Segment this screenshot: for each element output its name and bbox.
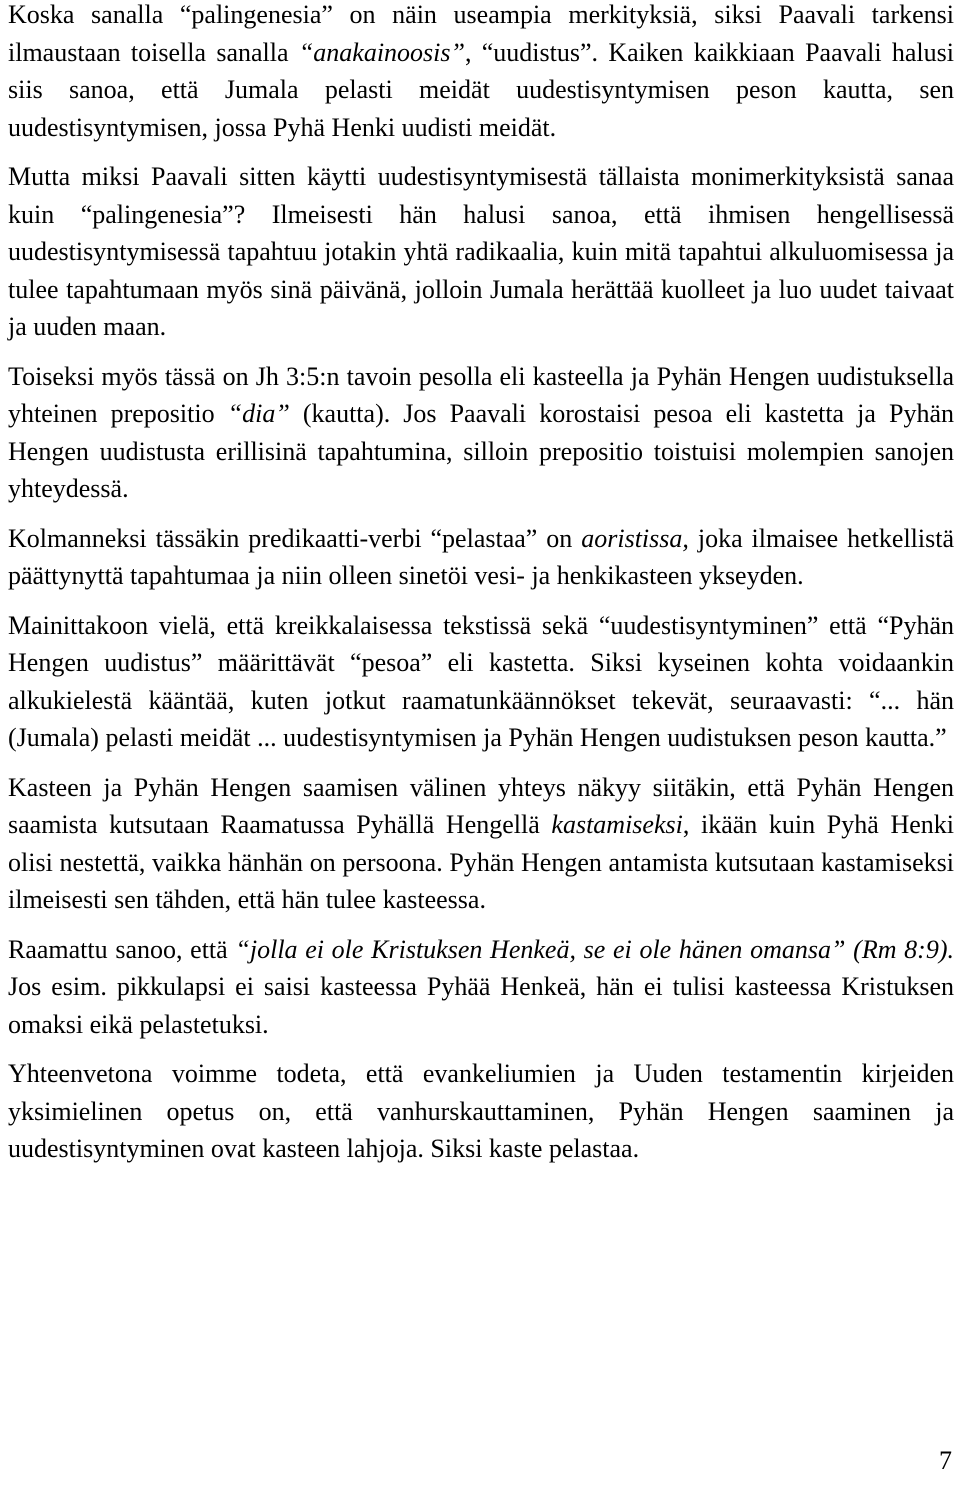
paragraph-3-text-2: (kautta). Jos Paavali korostaisi pesoa eli kastetta ja Pyhän Hengen uudistusta erillisinä tapahtumina, silloin prepositio toistuisi molempien sanojen yhteydessä.	[8, 399, 954, 503]
paragraph-1	[8, 0, 954, 146]
paragraph-5	[8, 607, 954, 757]
paragraph-4-text-2: joka ilmaisee hetkellistä päättynyttä tapahtumaa ja niin olleen sinetöi vesi- ja henkikasteen ykseyden.	[8, 523, 954, 590]
paragraph-5-text-1: Mainittakoon vielä, että kreikkalaisessa tekstissä sekä “uudestisyntyminen” että “Pyhän Hengen uudistus” määrittävät “pesoa” eli kastetta. Siksi kyseinen kohta voidaankin alkukielestä kääntää, kuten jotkut raamatunkäännökset tekevät, seuraavasti: “... hän (Jumala) pelasti meidät ... uudestisyntymisen ja Pyhän Hengen uudistuksen peson kautta.”	[8, 610, 954, 752]
paragraph-8	[8, 1055, 954, 1168]
paragraph-6-text-1: Kasteen ja Pyhän Hengen saamisen välinen yhteys näkyy siitäkin, että Pyhän Hengen saamista kutsutaan Raamatussa Pyhällä Hengellä	[8, 772, 954, 839]
paragraph-1-text-2: , “uudistus”. Kaiken kaikkiaan Paavali halusi siis sanoa, että Jumala pelasti meidät uudestisyntymisen peson kautta, sen uudestisyntymisen, jossa Pyhä Henki uudisti meidät.	[8, 37, 954, 142]
paragraph-2-text-1: Mutta miksi Paavali sitten käytti uudestisyntymisestä tällaista monimerkityksistä sanaa kuin “palingenesia”? Ilmeisesti hän halusi sanoa, että ihmisen hengellisessä uudestisyntymisessä tapahtuu jotakin yhtä radikaalia, kuin mitä tapahtui alkuluomisessa ja tulee tapahtumaan myös sinä päivänä, jolloin Jumala herättää kuolleet ja luo uudet taivaat ja uuden maan.	[8, 162, 954, 341]
paragraph-6-italic-kastamiseksi: kastamiseksi	[551, 810, 683, 839]
paragraph-4-italic-aoristissa: aoristissa,	[581, 523, 689, 553]
paragraph-7	[8, 931, 954, 1044]
paragraph-1-text-1: Koska sanalla “palingenesia” on näin useampia merkityksiä, siksi Paavali tarkensi ilmaustaan toisella sanalla	[8, 0, 954, 67]
paragraph-7-text-1: Raamattu sanoo, että	[8, 934, 236, 964]
page-body	[8, 0, 954, 1180]
paragraph-3	[8, 358, 954, 508]
paragraph-6	[8, 769, 954, 919]
paragraph-1-italic-anakainoosis: “anakainoosis”	[298, 37, 465, 67]
paragraph-7-text-2: Jos esim. pikkulapsi ei saisi kasteessa Pyhää Henkeä, hän ei tulisi kasteessa Kristuksen omaksi eikä pelastetuksi.	[8, 972, 954, 1039]
paragraph-4	[8, 520, 954, 595]
paragraph-3-italic-dia: “dia”	[227, 399, 290, 428]
page-number: 7	[939, 1446, 952, 1475]
paragraph-6-text-2: , ikään kuin Pyhä Henki olisi nestettä, vaikka hänhän on persoona. Pyhän Hengen antamista kutsutaan kastamiseksi ilmeisesti sen tähden, että hän tulee kasteessa.	[8, 810, 954, 914]
paragraph-7-italic-quote: “jolla ei ole Kristuksen Henkeä, se ei ole hänen omansa” (Rm 8:9).	[235, 934, 954, 964]
paragraph-2	[8, 158, 954, 346]
paragraph-4-text-1: Kolmanneksi tässäkin predikaatti-verbi “pelastaa” on	[8, 523, 582, 553]
paragraph-8-text-1: Yhteenvetona voimme todeta, että evankeliumien ja Uuden testamentin kirjeiden yksimielinen opetus on, että vanhurskauttaminen, Pyhän Hengen saaminen ja uudestisyntyminen ovat kasteen lahjoja. Siksi kaste pelastaa.	[8, 1059, 954, 1163]
paragraph-3-text-1: Toiseksi myös tässä on Jh 3:5:n tavoin pesolla eli kasteella ja Pyhän Hengen uudistuksella yhteinen prepositio	[8, 361, 954, 428]
